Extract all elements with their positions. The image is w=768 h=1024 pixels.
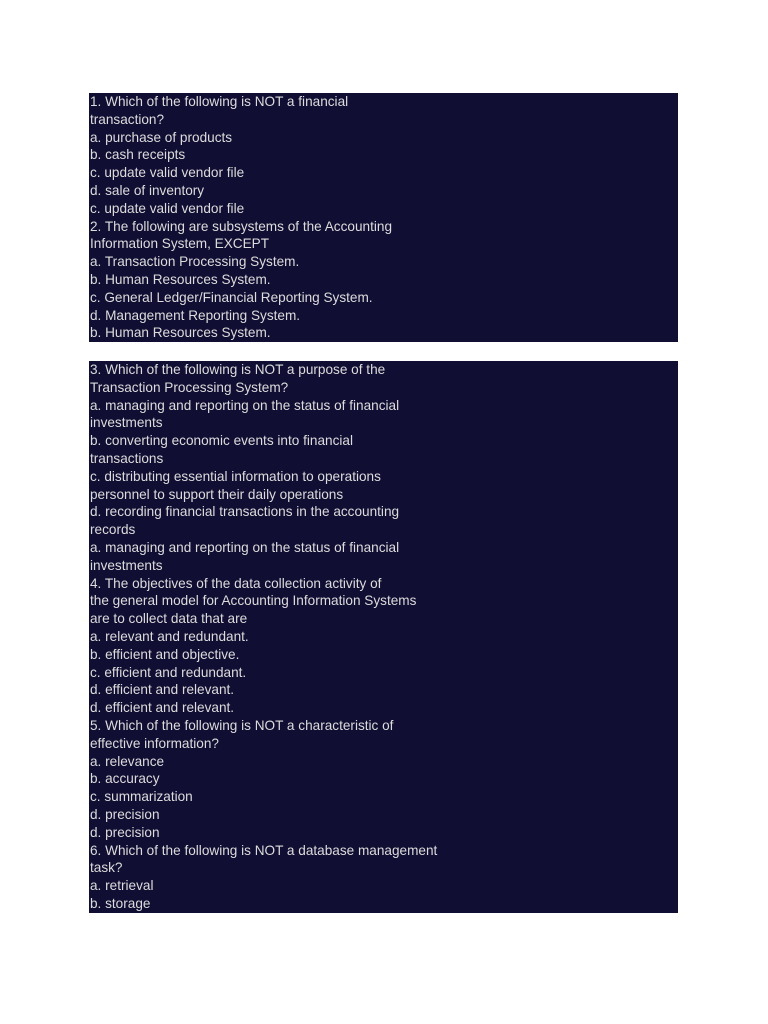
text-line: d. Management Reporting System. — [90, 307, 301, 323]
text-line: personnel to support their daily operations — [90, 486, 344, 502]
text-line: are to collect data that are — [90, 611, 248, 627]
text-line: a. relevance — [90, 753, 165, 769]
text-line: d. precision — [90, 824, 160, 840]
text-line: d. efficient and relevant. — [90, 682, 235, 698]
text-line: b. storage — [90, 895, 151, 911]
question-block-1 — [89, 93, 678, 342]
text-line: records — [90, 522, 136, 538]
text-line: investments — [90, 557, 163, 573]
text-line: a. managing and reporting on the status of financial — [90, 397, 400, 413]
text-line: c. summarization — [90, 789, 193, 805]
text-line: b. Human Resources System. — [90, 271, 271, 287]
text-line: c. update valid vendor file — [90, 165, 245, 181]
text-line: transaction? — [90, 111, 165, 127]
text-line: c. update valid vendor file — [90, 200, 245, 216]
text-line: 6. Which of the following is NOT a database management — [90, 842, 438, 858]
question-block-2 — [89, 361, 678, 913]
text-line: 4. The objectives of the data collection activity of — [90, 575, 382, 591]
text-line: investments — [90, 415, 163, 431]
text-line: c. distributing essential information to operations — [90, 468, 381, 484]
text-line: the general model for Accounting Information Systems — [90, 593, 417, 609]
text-line: a. retrieval — [90, 878, 154, 894]
text-line: b. accuracy — [90, 771, 160, 787]
text-line: d. precision — [90, 806, 160, 822]
text-line: b. cash receipts — [90, 147, 186, 163]
text-line: 3. Which of the following is NOT a purpose of the — [90, 362, 386, 377]
text-line: 2. The following are subsystems of the Accounting — [90, 218, 393, 234]
text-line: a. managing and reporting on the status of financial — [90, 539, 400, 555]
text-line: b. efficient and objective. — [90, 646, 240, 662]
text-line: 5. Which of the following is NOT a characteristic of — [90, 717, 394, 733]
text-line: a. Transaction Processing System. — [90, 254, 300, 270]
text-line: 1. Which of the following is NOT a financial — [90, 94, 349, 109]
text-line: c. General Ledger/Financial Reporting System. — [90, 289, 373, 305]
text-line: a. relevant and redundant. — [90, 628, 249, 644]
text-line: d. recording financial transactions in the accounting — [90, 504, 400, 520]
text-line: effective information? — [90, 735, 219, 751]
text-line: Information System, EXCEPT — [90, 236, 270, 252]
text-line: Transaction Processing System? — [90, 379, 289, 395]
text-line: a. purchase of products — [90, 129, 233, 145]
text-line: d. efficient and relevant. — [90, 700, 235, 716]
text-line: c. efficient and redundant. — [90, 664, 247, 680]
text-line: b. converting economic events into financial — [90, 433, 353, 449]
text-line: transactions — [90, 450, 164, 466]
text-line: d. sale of inventory — [90, 182, 205, 198]
text-line: b. Human Resources System. — [90, 325, 271, 341]
text-line: task? — [90, 860, 123, 876]
